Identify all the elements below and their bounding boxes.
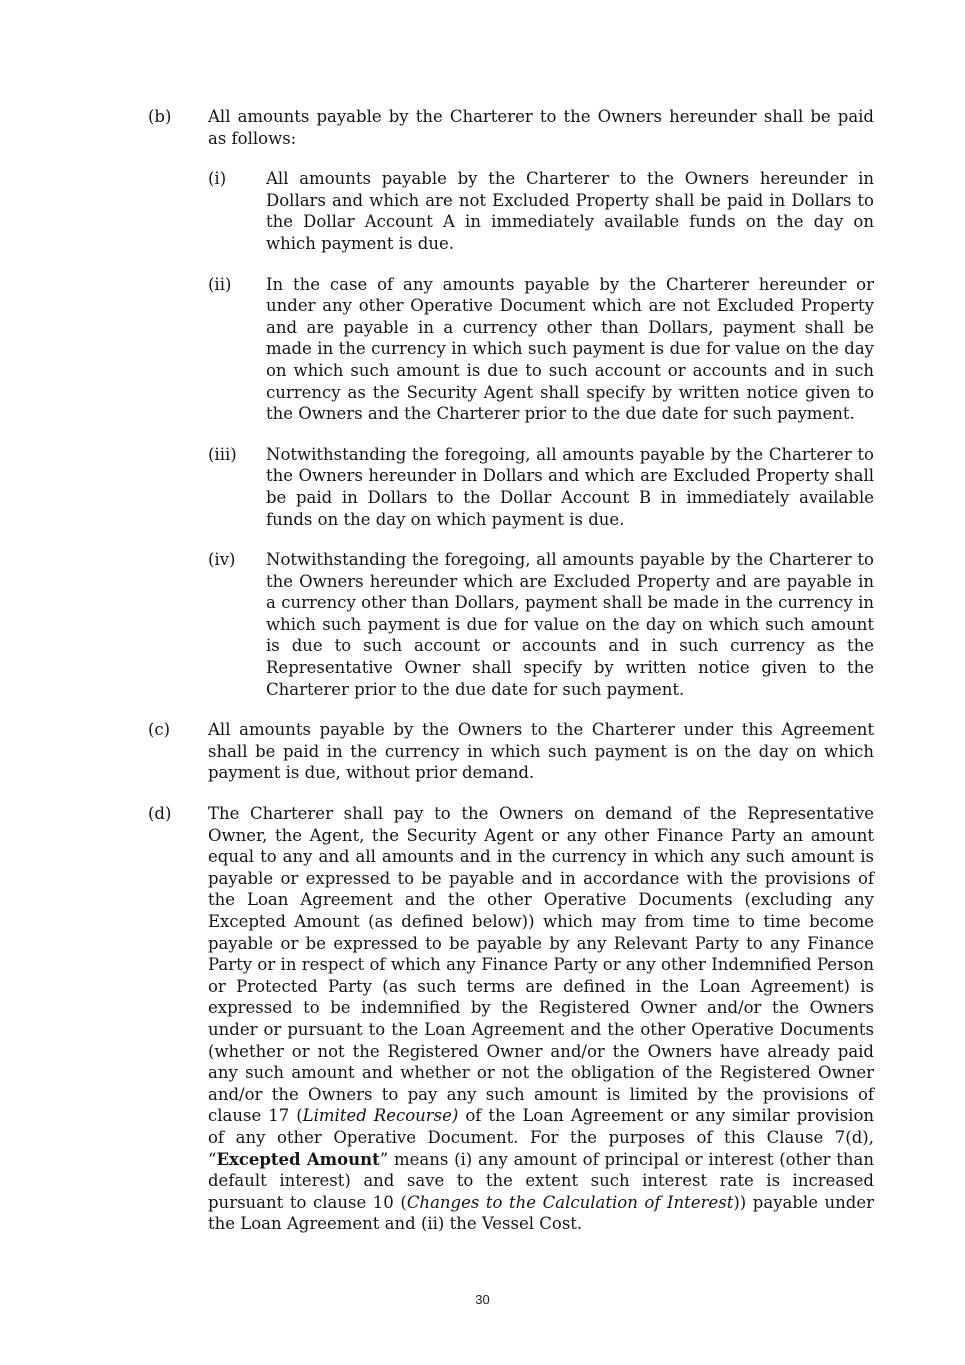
clause-label: (iv) (208, 550, 236, 570)
page-number: 30 (475, 1292, 490, 1308)
clause-text: All amounts payable by the Charterer to the Owners hereunder in Dollars and which are not Excluded Property shall be paid in Dollars to the Dollar Account A in immediately available funds on the day on which payment is due. (266, 169, 874, 253)
clause-label: (d) (148, 804, 172, 824)
clause-text: Notwithstanding the foregoing, all amounts payable by the Charterer to the Owners hereunder which are Excluded Property and are payable in a currency other than Dollars, payment shall be made in the currency in which such payment is due for value on the day on which such amount is due to such account or accounts and in such currency as the Representative Owner shall specify by written notice given to the Charterer prior to the due date for such payment. (266, 550, 874, 699)
clause-text: All amounts payable by the Owners to the Charterer under this Agreement shall be paid in the currency in which such payment is on the day on which payment is due, without prior demand. (208, 720, 874, 783)
clause-label: (iii) (208, 444, 237, 464)
clause-b (148, 106, 874, 149)
clause-label: (ii) (208, 274, 232, 294)
clause-b-i (208, 168, 874, 254)
clause-text: The Charterer shall pay to the Owners on demand of the Representative Owner, the Agent, the Security Agent or any other Finance Party an amount equal to any and all amounts and in the currency in which any such amount is payable or expressed to be payable and in accordance with the provisions of the Loan Agreement and the other Operative Documents (excluding any Excepted Amount (as defined below)) which may from time to time become payable or be expressed to be payable by any Relevant Party to any Finance Party or in respect of which any Finance Party or any other Indemnified Person or Protected Party (as such terms are defined in the Loan Agreement) is expressed to be indemnified by the Registered Owner and/or the Owners under or pursuant to the Loan Agreement and the other Operative Documents (whether or not the Registered Owner and/or the Owners have already paid any such amount and whether or not the obligation of the Registered Owner and/or the Owners to pay any such amount is limited by the provisions of clause 17 (Limited Recourse) of the Loan Agreement or any similar provision of any other Operative Document. For the purposes of this Clause 7(d), “Excepted Amount” means (i) any amount of principal or interest (other than default interest) and save to the extent such interest rate is increased pursuant to clause 10 (Changes to the Calculation of Interest)) payable under the Loan Agreement and (ii) the Vessel Cost. (208, 804, 875, 1234)
clause-text: Notwithstanding the foregoing, all amounts payable by the Charterer to the Owners hereunder in Dollars and which are Excluded Property shall be paid in Dollars to the Dollar Account B in immediately available funds on the day on which payment is due. (266, 444, 874, 529)
clause-c (148, 719, 874, 784)
clause-b-iii (208, 444, 874, 530)
clause-label: (c) (148, 720, 171, 740)
clause-label: (b) (148, 107, 172, 126)
document-body (148, 106, 874, 1254)
clause-text: In the case of any amounts payable by the Charterer hereunder or under any other Operative Document which are not Excluded Property and are payable in a currency other than Dollars, payment shall be made in the currency in which such payment is due for value on the day on which such amount is due to such account or accounts and in such currency as the Security Agent shall specify by written notice given to the Owners and the Charterer prior to the due date for such payment. (266, 274, 874, 424)
clause-text: All amounts payable by the Charterer to the Owners hereunder shall be paid as follows: (208, 107, 874, 148)
clause-b-iv (208, 549, 874, 700)
clause-label: (i) (208, 169, 227, 189)
clause-d (148, 803, 874, 1235)
clause-b-ii (208, 274, 874, 425)
